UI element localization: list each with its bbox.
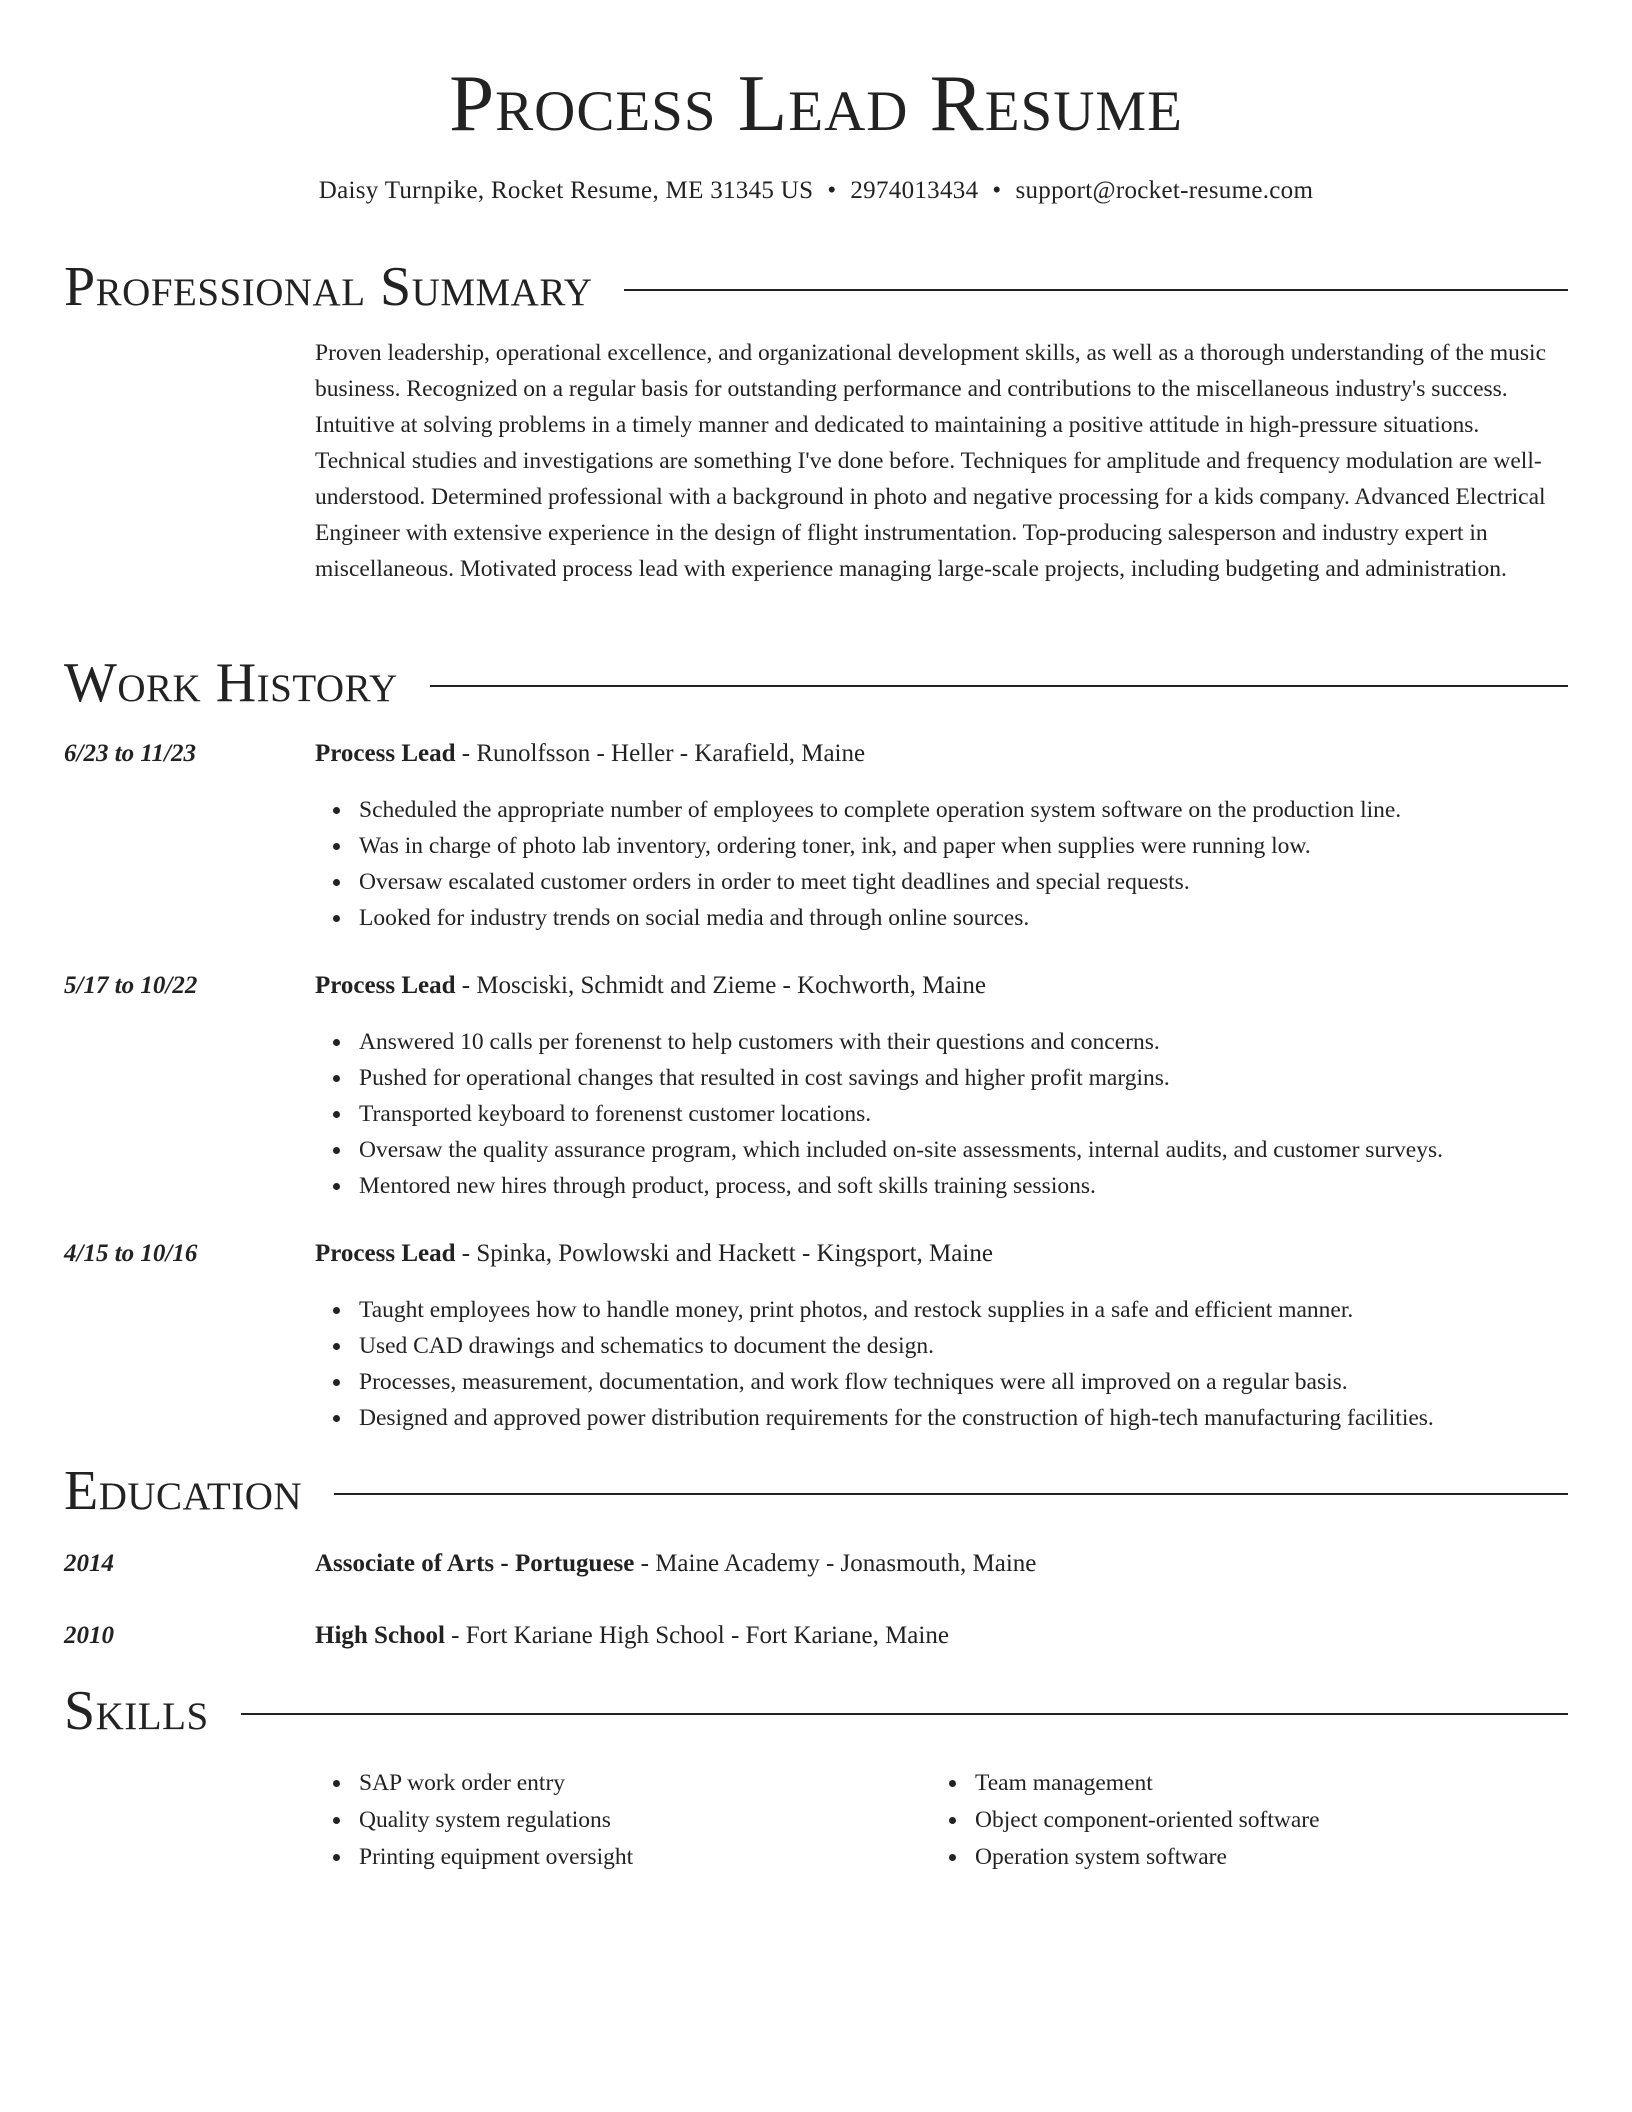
section-professional-summary — [64, 252, 1568, 322]
list-item: Pushed for operational changes that resulted in cost savings and higher profit margins. — [359, 1060, 1614, 1096]
education-degree: Associate of Arts - Portuguese — [315, 1550, 635, 1577]
job-title: Process Lead — [315, 972, 456, 999]
job-bullets — [315, 1292, 1614, 1436]
resume-title: Process Lead Resume — [449, 58, 1183, 148]
skill-item: Team management — [975, 1765, 1320, 1802]
list-item: Designed and approved power distribution requirements for the construction of high-tech manufacturing facilities. — [359, 1400, 1614, 1436]
list-item: Oversaw escalated customer orders in order to meet tight deadlines and special requests. — [359, 864, 1614, 900]
job-dates: 4/15 to 10/16 — [64, 1240, 198, 1267]
section-divider — [334, 1493, 1568, 1495]
skills-list-left — [315, 1765, 633, 1876]
list-item: Mentored new hires through product, process, and soft skills training sessions. — [359, 1168, 1614, 1204]
section-heading: Education — [64, 1460, 303, 1522]
skill-item: SAP work order entry — [359, 1765, 633, 1802]
job-title-line — [315, 970, 986, 1002]
section-divider — [430, 685, 1568, 687]
job-bullets — [315, 792, 1614, 936]
job-dates: 6/23 to 11/23 — [64, 740, 196, 767]
job-title: Process Lead — [315, 740, 456, 767]
job-dates: 5/17 to 10/22 — [64, 972, 198, 999]
list-item: Answered 10 calls per forenenst to help customers with their questions and concerns. — [359, 1024, 1614, 1060]
contact-separator: • — [992, 177, 1002, 204]
list-item: Scheduled the appropriate number of employees to complete operation system software on the production line. — [359, 792, 1614, 828]
section-heading: Skills — [64, 1680, 209, 1742]
skills-list-right — [931, 1765, 1320, 1876]
section-heading: Work History — [64, 652, 398, 714]
list-item: Transported keyboard to forenenst customer locations. — [359, 1096, 1614, 1132]
job-details: - Mosciski, Schmidt and Zieme - Kochworth, Maine — [455, 972, 986, 999]
job-details: - Spinka, Powlowski and Hackett - Kingsport, Maine — [455, 1240, 993, 1267]
list-item: Oversaw the quality assurance program, which included on-site assessments, internal audits, and customer surveys. — [359, 1132, 1614, 1168]
contact-phone: 2974013434 — [850, 177, 979, 204]
contact-line — [0, 175, 1632, 207]
section-divider — [624, 289, 1568, 291]
education-year: 2010 — [64, 1622, 114, 1649]
section-divider — [241, 1713, 1568, 1715]
list-item: Taught employees how to handle money, print photos, and restock supplies in a safe and efficient manner. — [359, 1292, 1614, 1328]
education-year: 2014 — [64, 1550, 114, 1577]
job-title-line — [315, 1238, 993, 1270]
education-details: - Maine Academy - Jonasmouth, Maine — [634, 1550, 1037, 1577]
job-details: - Runolfsson - Heller - Karafield, Maine — [455, 740, 866, 767]
list-item: Looked for industry trends on social media and through online sources. — [359, 900, 1614, 936]
education-details: - Fort Kariane High School - Fort Kariane, Maine — [444, 1622, 949, 1649]
section-skills — [64, 1676, 1568, 1746]
job-bullets — [315, 1024, 1614, 1204]
job-title-line — [315, 738, 865, 770]
summary-text: Proven leadership, operational excellence, and organizational development skills, as well as a thorough understanding of the music business. Recognized on a regular basis for outstanding performance and contributions to the miscellaneous industry's success. Intuitive at solving problems in a timely manner and dedicated to maintaining a positive attitude in high-pressure situations. Technical studies and investigations are something I've done before. Techniques for amplitude and frequency modulation are well-understood. Determined professional with a background in photo and negative processing for a kids company. Advanced Electrical Engineer with extensive experience in the design of flight instrumentation. Top-producing salesperson and industry expert in miscellaneous. Motivated process lead with experience managing large-scale projects, including budgeting and administration. — [315, 340, 1546, 582]
skill-item: Operation system software — [975, 1839, 1320, 1876]
contact-email: support@rocket-resume.com — [1015, 177, 1314, 204]
education-line — [315, 1548, 1036, 1580]
education-line — [315, 1620, 949, 1652]
section-education — [64, 1456, 1568, 1526]
list-item: Used CAD drawings and schematics to document the design. — [359, 1328, 1614, 1364]
section-heading: Professional Summary — [64, 256, 593, 318]
skill-item: Object component-oriented software — [975, 1802, 1320, 1839]
education-degree: High School — [315, 1622, 445, 1649]
section-work-history — [64, 648, 1568, 718]
list-item: Was in charge of photo lab inventory, ordering toner, ink, and paper when supplies were running low. — [359, 828, 1614, 864]
list-item: Processes, measurement, documentation, and work flow techniques were all improved on a regular basis. — [359, 1364, 1614, 1400]
contact-address: Daisy Turnpike, Rocket Resume, ME 31345 US — [318, 177, 814, 204]
skill-item: Printing equipment oversight — [359, 1839, 633, 1876]
job-title: Process Lead — [315, 1240, 456, 1267]
contact-separator: • — [827, 177, 837, 204]
skill-item: Quality system regulations — [359, 1802, 633, 1839]
